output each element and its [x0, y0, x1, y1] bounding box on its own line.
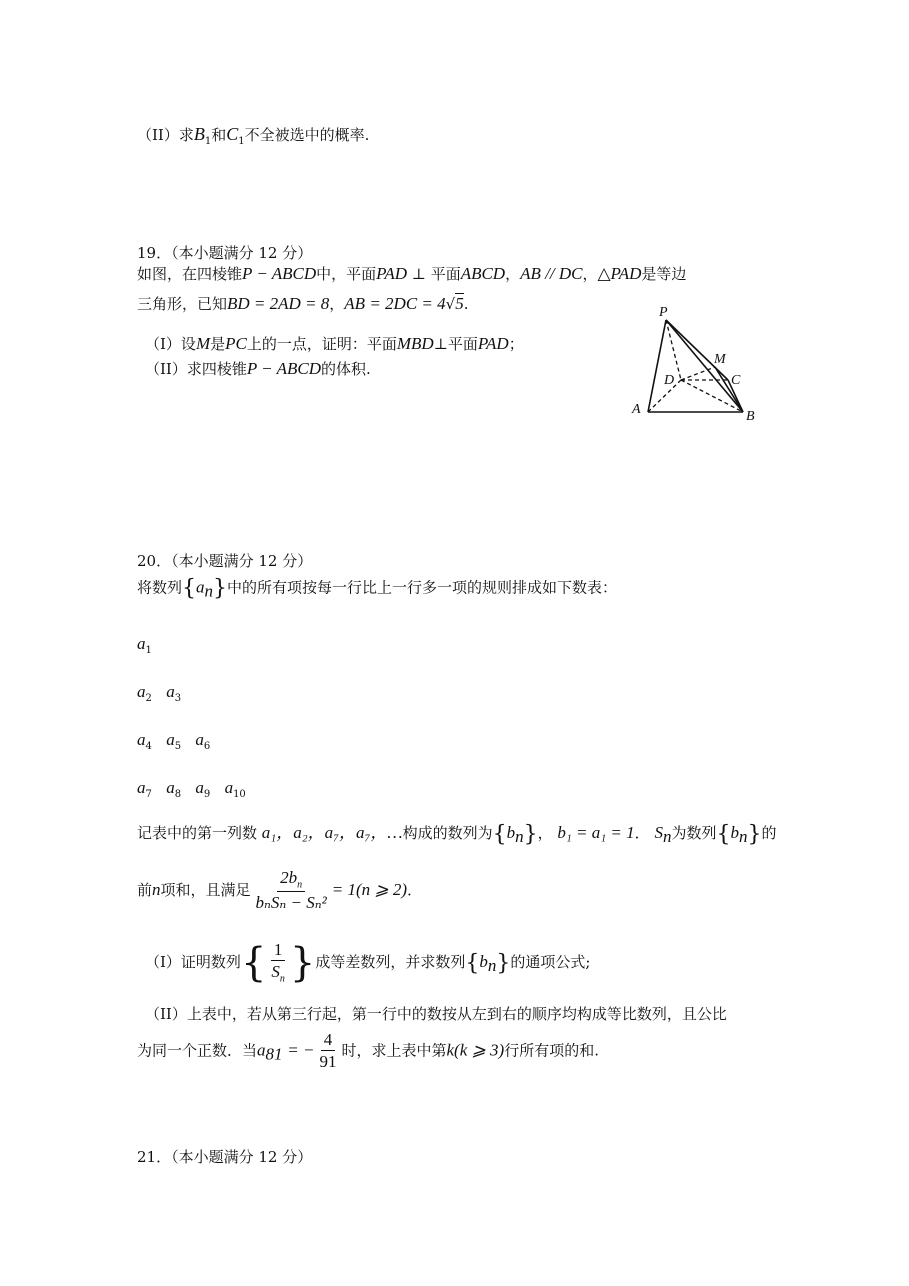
q20-header: 20．（本小题满分 12 分）: [137, 552, 313, 570]
edge-pb: [666, 320, 743, 412]
q19-line1: 如图，在四棱锥P − ABCD中，平面PAD ⊥ 平面ABCD，AB // DC，△PAD是等边: [137, 264, 687, 283]
q19-header: 19．（本小题满分 12 分）: [137, 244, 313, 262]
sequence-table-row-4: $a_7$ $a_8$ $a_9$ $a_{10}$: [137, 778, 246, 800]
q20-record: 记表中的第一列数 a₁，a₂，a₇，a₇，…构成的数列为$\{b_n\}$， b₁ = a₁ = 1． $S_n$为数列$\{b_n\}$的: [137, 821, 777, 847]
q20-part1: （I）证明数列{ $\frac{1}{S_n}$ }成等差数列，并求数列$\{b_n\}$的通项公式;: [145, 940, 591, 987]
label-a: A: [632, 402, 641, 417]
edge-pc: [666, 320, 728, 380]
q19-part2: （II）求四棱锥P − ABCD的体积.: [145, 359, 371, 378]
q20-intro: 将数列$\{a_n\}$中的所有项按每一行比上一行多一项的规则排成如下数表：: [137, 576, 618, 601]
q21-header: 21．（本小题满分 12 分）: [137, 1148, 313, 1166]
label-p: P: [659, 305, 668, 320]
q18-part2: （II）求$B_1$和$C_1$不全被选中的概率.: [137, 124, 370, 147]
label-m: M: [714, 352, 726, 367]
q19-part1: （I）设M是PC上的一点，证明：平面MBD⊥平面PAD；: [145, 334, 524, 353]
q20-front: 前n项和，且满足 $\frac{2b_n}{\text{bₙSₙ − Sₙ²}}$ = 1(n ⩾ 2)．: [137, 868, 423, 913]
label-d: D: [664, 373, 675, 388]
label-c: C: [731, 373, 741, 388]
q19-line2: 三角形，已知BD = 2AD = 8，AB = 2DC = 4√5.: [137, 294, 469, 313]
sequence-table-row-1: $a_1$: [137, 634, 152, 656]
q20-part2-line1: （II）上表中，若从第三行起，第一行中的数按从左到右的顺序均构成等比数列，且公比: [145, 1005, 727, 1023]
q20-part2-line2: 为同一个正数．当$a_{81}$ = − $\frac{4}{91}$ 时，求上表中第k(k ⩾ 3)行所有项的和.: [137, 1030, 599, 1072]
sequence-table-row-2: $a_2$ $a_3$: [137, 682, 182, 704]
edge-pa: [648, 320, 666, 412]
pyramid-figure: [618, 300, 768, 430]
label-b: B: [746, 409, 755, 424]
sequence-table-row-3: $a_4$ $a_5$ $a_6$: [137, 730, 211, 752]
